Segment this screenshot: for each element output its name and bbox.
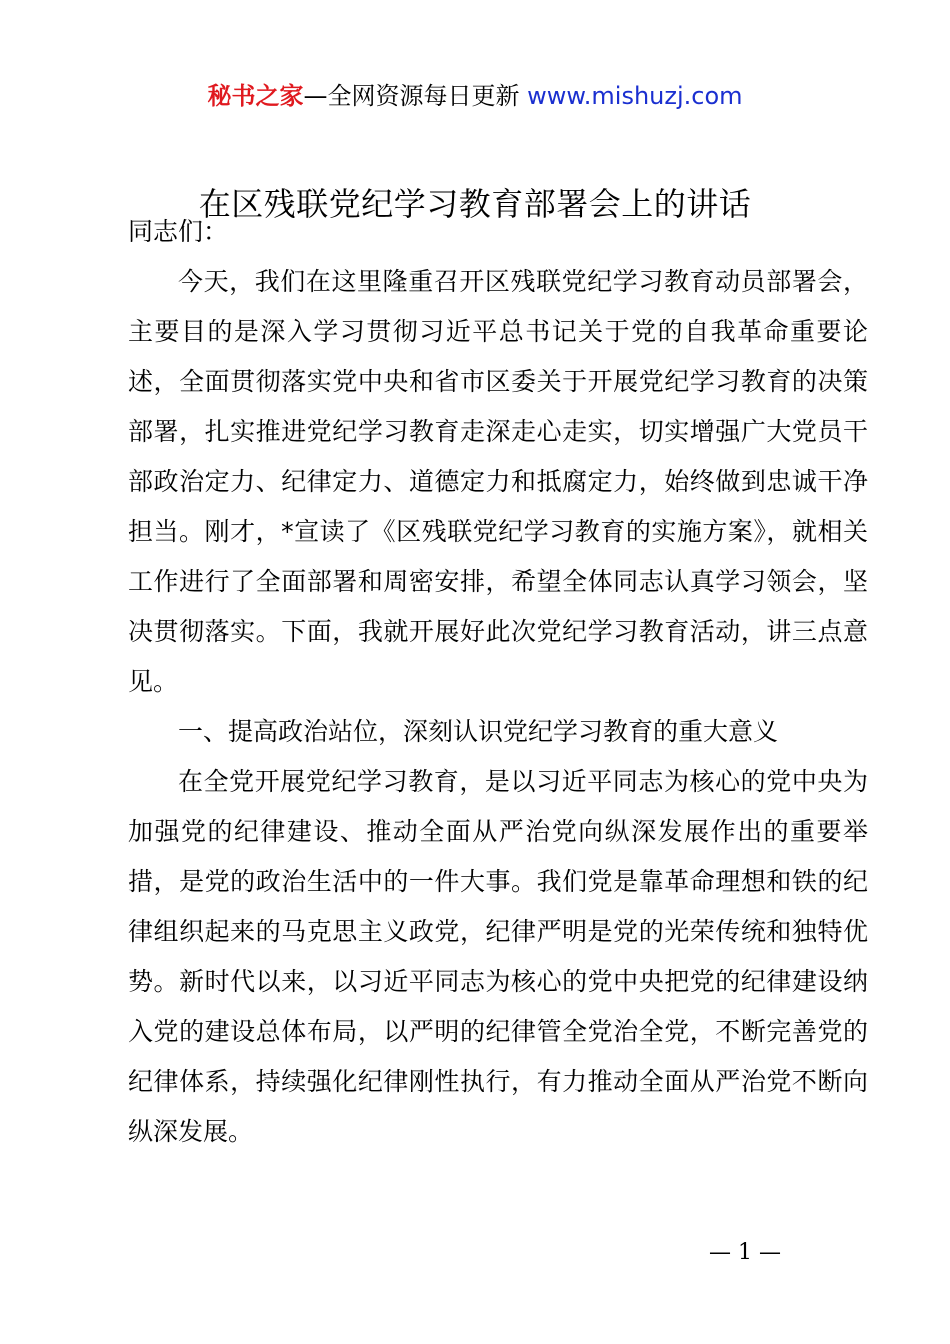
paragraph-intro: 今天，我们在这里隆重召开区残联党纪学习教育动员部署会，主要目的是深入学习贯彻习近平总书记关于党的自我革命重要论述，全面贯彻落实党中央和省市区委关于开展党纪学习教育的决策部署，扎实推进党纪学习教育走深走心走实，切实增强广大党员干部政治定力、纪律定力、道德定力和抵腐定力，始终做到忠诚干净担当。刚才，*宣读了《区残联党纪学习教育的实施方案》，就相关工作进行了全面部署和周密安排，希望全体同志认真学习领会，坚决贯彻落实。下面，我就开展好此次党纪学习教育活动，讲三点意见。 xyxy=(128,267,868,696)
salutation: 同志们： xyxy=(128,217,229,246)
document-body xyxy=(128,207,868,1157)
paragraph-section-1: 在全党开展党纪学习教育，是以习近平同志为核心的党中央为加强党的纪律建设、推动全面从严治党向纵深发展作出的重要举措，是党的政治生活中的一件大事。我们党是靠革命理想和铁的纪律组织起来的马克思主义政党，纪律严明是党的光荣传统和独特优势。新时代以来，以习近平同志为核心的党中央把党的纪律建设纳入党的建设总体布局，以严明的纪律管全党治全党，不断完善党的纪律体系，持续强化纪律刚性执行，有力推动全面从严治党不断向纵深发展。 xyxy=(128,767,868,1146)
section-heading-1: 一、提高政治站位，深刻认识党纪学习教育的重大意义 xyxy=(178,717,779,746)
site-brand: 秘书之家 xyxy=(207,82,304,110)
site-header xyxy=(0,80,950,112)
site-slogan: —全网资源每日更新 xyxy=(303,82,520,110)
page-number: — 1 — xyxy=(709,1240,781,1265)
site-url-link[interactable]: www.mishuzj.com xyxy=(527,82,743,110)
document-title: 在区残联党纪学习教育部署会上的讲话 xyxy=(198,185,752,223)
